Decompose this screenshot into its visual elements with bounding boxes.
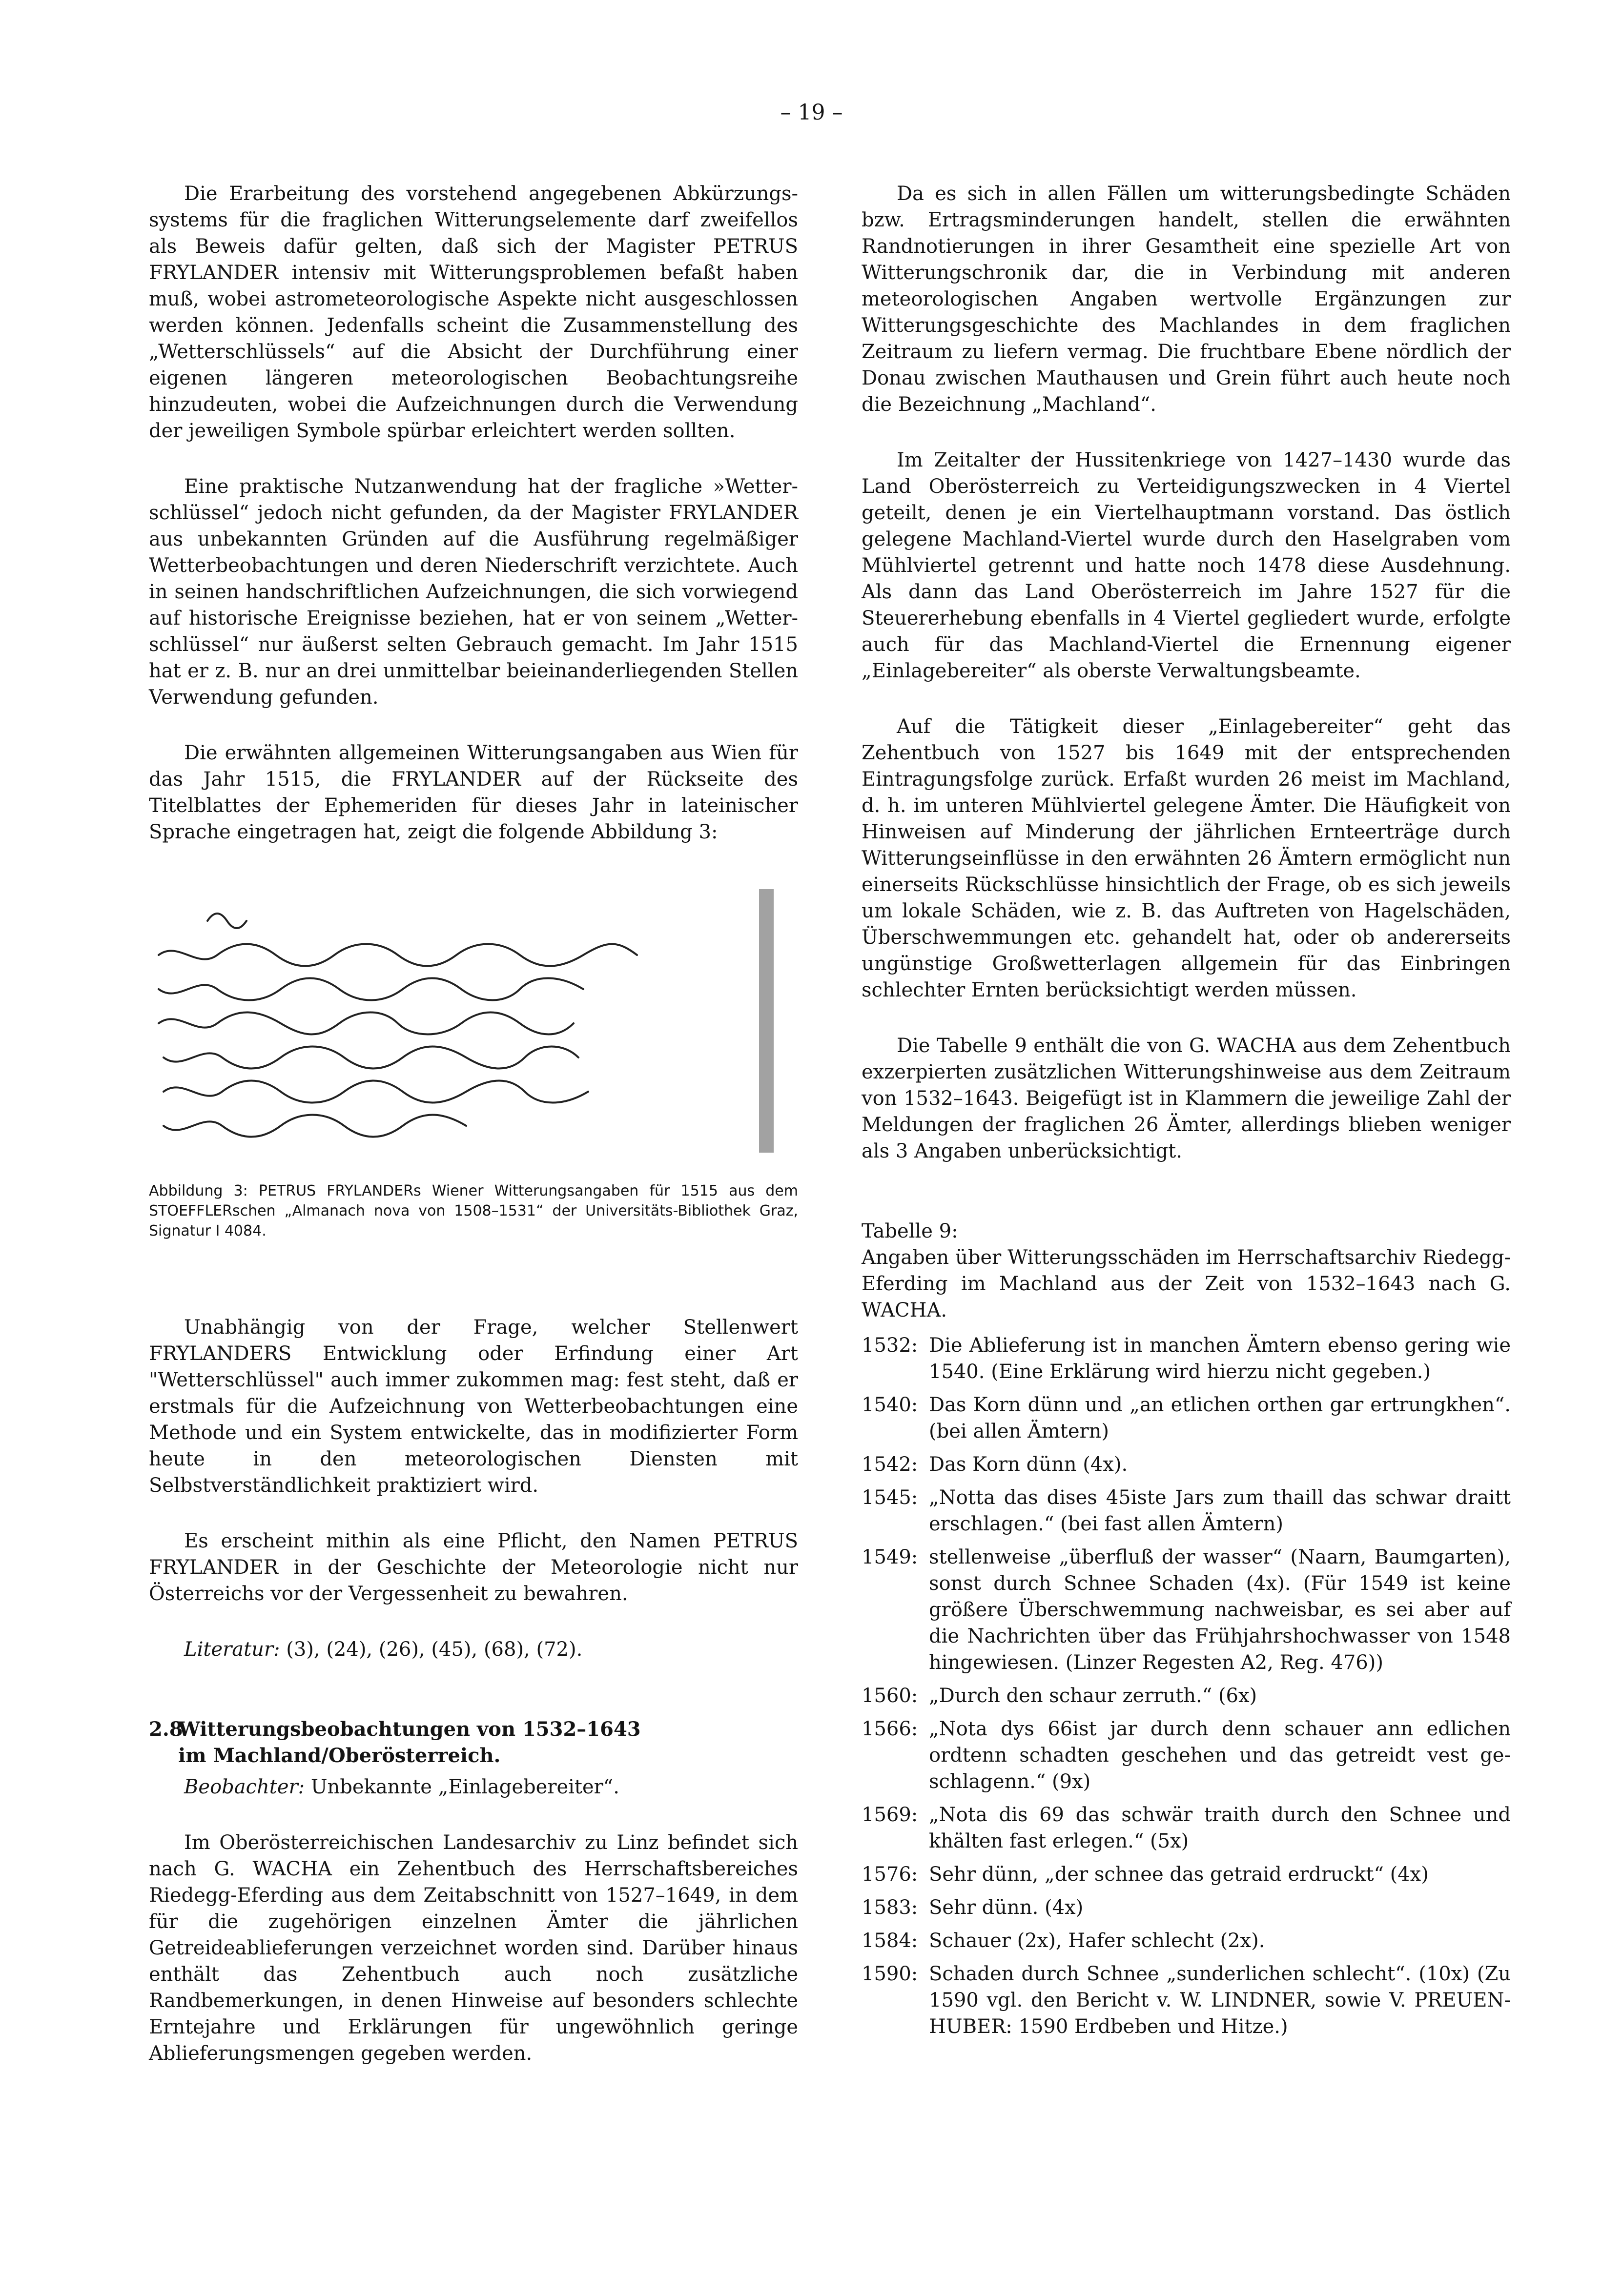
entry-year: 1560:	[862, 1685, 918, 1707]
paragraph: Die erwähnten allgemeinen Witterungsangaben aus Wien für das Jahr 1515, die FRYLANDER auf der Rückseite des Titelblattes der Ephemeriden für dieses Jahr in lateinischer Sprache eingetragen hat, zeigt die folgende Abbildung 3:	[149, 742, 798, 843]
list-item	[862, 1484, 1511, 1537]
paragraph: Im Oberösterreichischen Landesarchiv zu Linz befindet sich nach G. WACHA ein Zehentbuch des Herrschaftsbereiches Riedegg-Eferding aus dem Zeitabschnitt von 1527–1649, in dem für die zugehörigen einzelnen Ämter die jährlichen Getreideablieferungen verzeichnet worden sind. Darüber hinaus enthält das Zehentbuch auch noch zusätzliche Randbemerkungen, in denen Hinweise auf besonders schlechte Erntejahre und Erklärungen für ungewöhnlich geringe Ablieferungsmengen gegeben werden.	[149, 1831, 798, 2065]
figure-caption: Abbildung 3: PETRUS FRYLANDERs Wiener Witterungsangaben für 1515 aus dem STOEFFLERschen „Almanach nova von 1508–1531“ der Universitäts-Bibliothek Graz, Signatur I 4084.	[149, 1182, 798, 1239]
list-item	[862, 1451, 1511, 1478]
paragraph: Unabhängig von der Frage, welcher Stellenwert FRYLANDERS Entwicklung oder Erfindung einer Art "Wetterschlüssel" auch immer zukommen mag: fest steht, daß er erstmals für die Aufzeichnung von Wetterbeobachtungen eine Methode und ein System entwickelte, das in modifizierter Form heute in den meteorologischen Diensten mit Selbstverständlichkeit praktiziert wird.	[149, 1316, 798, 1497]
entry-year: 1549:	[862, 1546, 918, 1568]
observer-line	[149, 1774, 798, 1800]
left-column	[149, 181, 798, 2067]
list-item	[862, 1861, 1511, 1888]
right-column	[862, 181, 1511, 2047]
entry-text: „Nota dis 69 das schwär traith durch den Schnee und khälten fast erlegen.“ (5x)	[929, 1804, 1511, 1852]
entry-text: Das Korn dünn (4x).	[929, 1453, 1128, 1476]
list-item	[862, 1392, 1511, 1444]
paragraph: Es erscheint mithin als eine Pflicht, den Namen PETRUS FRYLANDER in der Geschichte der Meteorologie nicht nur Österreichs vor der Vergessenheit zu bewahren.	[149, 1530, 798, 1605]
section-heading	[149, 1716, 798, 1769]
section-title-line: im Machland/Oberösterreich.	[178, 1744, 501, 1767]
list-item	[862, 1961, 1511, 2040]
entry-year: 1584:	[862, 1930, 918, 1952]
paragraph: Die Tabelle 9 enthält die von G. WACHA aus dem Zehentbuch exzerpierten zusätzlichen Witterungshinweise aus dem Zeitraum von 1532–1643. Beigefügt ist in Klammern die jeweilige Zahl der Meldungen der fraglichen 26 Ämter, allerdings blieben weniger als 3 Angaben unberücksichtigt.	[862, 1035, 1511, 1162]
page-number: – 19 –	[780, 100, 843, 125]
entry-text: „Durch den schaur zerruth.“ (6x)	[929, 1685, 1257, 1707]
paragraph: Eine praktische Nutzanwendung hat der fragliche »Wetterschlüssel“ jedoch nicht gefunden, da der Magister FRYLANDER aus unbekannten Gründen auf die Ausführung regelmäßiger Wetterbeobachtungen und deren Niederschrift verzichtete. Auch in seinen handschriftlichen Aufzeichnungen, die sich vorwiegend auf historische Ereignisse beziehen, hat er von seinem „Wetterschlüssel“ nur äußerst selten Gebrauch gemacht. Im Jahr 1515 hat er z. B. nur an drei unmittelbar beieinanderliegenden Stellen Verwendung gefunden.	[149, 475, 798, 709]
entry-text: „Nota dys 66ist jar durch denn schauer ann edlichen ordtenn schadten geschehen und das getreidt vest geschlagenn.“ (9x)	[929, 1718, 1511, 1793]
entry-text: Die Ablieferung ist in manchen Ämtern ebenso gering wie 1540. (Eine Erklärung wird hierzu nicht gegeben.)	[929, 1334, 1511, 1383]
paragraph: Da es sich in allen Fällen um witterungsbedingte Schäden bzw. Ertragsminderungen handelt, stellen die erwähnten Randnotierungen in ihrer Gesamtheit eine spezielle Art von Witterungschronik dar, die in Verbindung mit anderen meteorologischen Angaben wertvolle Ergänzungen zur Witterungsgeschichte des Machlandes in dem fraglichen Zeitraum zu liefern vermag. Die fruchtbare Ebene nördlich der Donau zwischen Mauthausen und Grein führt auch heute noch die Bezeichnung „Machland“.	[862, 183, 1511, 416]
entry-year: 1545:	[862, 1486, 918, 1509]
entry-text: stellenweise „überfluß der wasser“ (Naarn, Baumgarten), sonst durch Schnee Schaden (4x). (Für 1549 ist keine größere Überschwemmung nachweisbar, es sei aber auf die Nachrichten über das Frühjahrshochwasser von 1548 hingewiesen. (Linzer Regesten A2, Reg. 476))	[929, 1546, 1511, 1674]
table-caption: Angaben über Witterungsschäden im Herrschaftsarchiv Riedegg-Eferding im Machland aus der Zeit von 1532–1643 nach G. WACHA.	[862, 1246, 1511, 1321]
paragraph: Auf die Tätigkeit dieser „Einlagebereiter“ geht das Zehentbuch von 1527 bis 1649 mit der entsprechenden Eintragungsfolge zurück. Erfaßt wurden 26 meist im Machland, d. h. im unteren Mühlviertel gelegene Ämter. Die Häufigkeit von Hinweisen auf Minderung der jährlichen Ernteerträge durch Witterungseinflüsse in den erwähnten 26 Ämtern ermöglicht nun einerseits Rückschlüsse hinsichtlich der Frage, ob es sich jeweils um lokale Schäden, wie z. B. das Auftreten von Hagelschäden, Überschwemmungen etc. gehandelt hat, oder ob andererseits ungünstige Großwetterlagen allgemein für das Einbringen schlechter Ernten berücksichtigt werden müssen.	[862, 715, 1511, 1001]
entry-year: 1540:	[862, 1394, 918, 1416]
literature-line	[149, 1636, 798, 1663]
entry-year: 1569:	[862, 1804, 918, 1826]
entry-text: Sehr dünn. (4x)	[929, 1896, 1084, 1919]
entry-text: „Notta das dises 45iste Jars zum thaill das schwar draitt erschlagen.“ (bei fast allen Ämtern)	[929, 1486, 1511, 1535]
list-item	[862, 1928, 1511, 1954]
manuscript-image	[149, 874, 798, 1167]
entry-year: 1532:	[862, 1334, 918, 1357]
list-item	[862, 1894, 1511, 1921]
entry-text: Schauer (2x), Hafer schlecht (2x).	[929, 1930, 1265, 1952]
observer-label: Beobachter:	[184, 1776, 305, 1798]
weather-entries-list	[862, 1332, 1511, 2040]
entry-year: 1542:	[862, 1453, 918, 1476]
section-title	[178, 1716, 641, 1769]
section-title-line: Witterungsbeobachtungen von 1532–1643	[178, 1718, 641, 1741]
entry-text: Sehr dünn, „der schnee das getraid erdruckt“ (4x)	[929, 1863, 1429, 1886]
entry-year: 1566:	[862, 1718, 918, 1740]
list-item	[862, 1332, 1511, 1385]
entry-year: 1590:	[862, 1963, 918, 1985]
entry-text: Schaden durch Schnee „sunderlichen schlecht“. (10x) (Zu 1590 vgl. den Bericht v. W. LINDNER, sowie V. PREUENHUBER: 1590 Erdbeben und Hitze.)	[929, 1963, 1511, 2038]
handwritten-manuscript-figure	[149, 874, 798, 1167]
list-item	[862, 1544, 1511, 1676]
literature-refs: (3), (24), (26), (45), (68), (72).	[286, 1638, 583, 1661]
paragraph: Im Zeitalter der Hussitenkriege von 1427–1430 wurde das Land Oberösterreich zu Verteidigungszwecken in 4 Viertel geteilt, denen je ein Viertelhauptmann vorstand. Das östlich gelegene Machland-Viertel wurde durch den Haselgraben vom Mühlviertel getrennt und hatte noch 1478 diese Ausdehnung. Als dann das Land Oberösterreich im Jahre 1527 für die Steuererhebung ebenfalls in 4 Viertel gegliedert wurde, erfolgte auch für das Machland-Viertel die Ernennung eigener „Einlagebereiter“ als oberste Verwaltungsbeamte.	[862, 449, 1511, 682]
observer-value: Unbekannte „Einlagebereiter“.	[310, 1776, 619, 1798]
table-label: Tabelle 9:	[862, 1220, 958, 1242]
list-item	[862, 1716, 1511, 1795]
list-item	[862, 1802, 1511, 1854]
section-number: 2.8	[149, 1718, 183, 1741]
paragraph: Die Erarbeitung des vorstehend angegebenen Abkürzungssystems für die fraglichen Witterungselemente darf zweifellos als Beweis dafür gelten, daß sich der Magister PETRUS FRYLANDER intensiv mit Witterungsproblemen befaßt haben muß, wobei astrometeorologische Aspekte nicht ausgeschlossen werden können. Jedenfalls scheint die Zusammenstellung des „Wetterschlüssels“ auf die Absicht der Durchführung einer eigenen längeren meteorologischen Beobachtungsreihe hinzudeuten, wobei die Aufzeichnungen durch die Verwendung der jeweiligen Symbole spürbar erleichtert werden sollten.	[149, 183, 798, 442]
entry-text: Das Korn dünn und „an etlichen orthen gar ertrungkhen“. (bei allen Ämtern)	[929, 1394, 1511, 1443]
entry-year: 1576:	[862, 1863, 918, 1886]
literature-label: Literatur:	[184, 1638, 280, 1661]
entry-year: 1583:	[862, 1896, 918, 1919]
list-item	[862, 1683, 1511, 1709]
